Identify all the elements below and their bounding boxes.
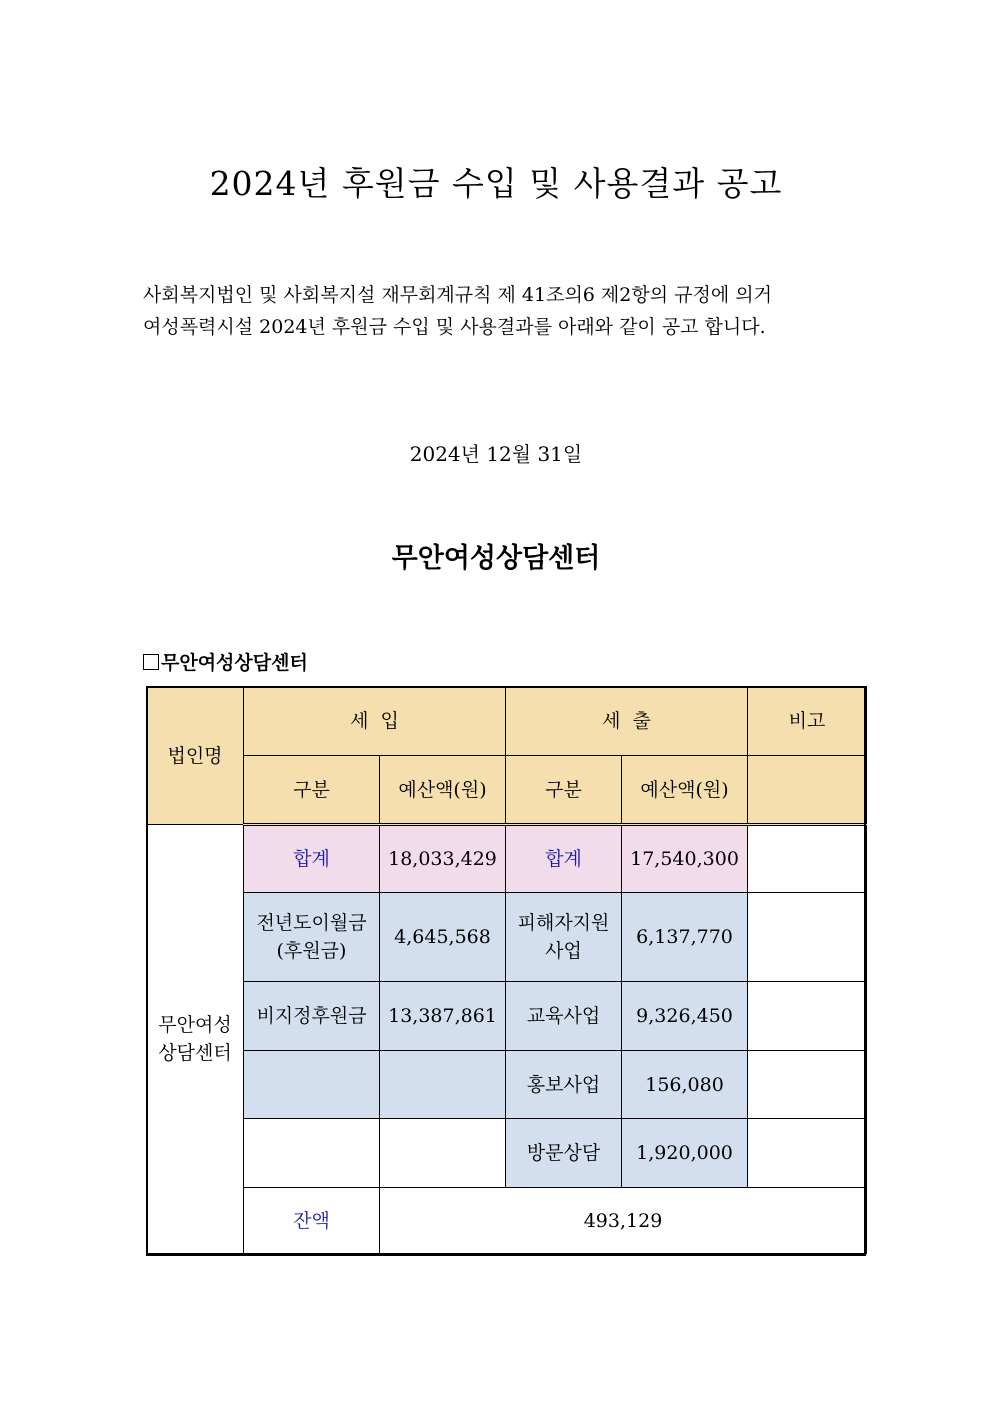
- expense-amount: 9,326,450: [622, 982, 748, 1051]
- expense-label-line-2: 사업: [545, 940, 582, 962]
- header-expense-budget: 예산액(원): [622, 756, 748, 825]
- income-label-line-2: (후원금): [276, 940, 347, 962]
- intro-line-2: 여성폭력시설 2024년 후원금 수입 및 사용결과를 아래와 같이 공고 합니다.: [143, 316, 766, 338]
- expense-label-line-1: 피해자지원: [517, 912, 610, 934]
- income-label: [244, 1119, 380, 1188]
- income-amount: 4,645,568: [380, 893, 506, 982]
- expense-amount: 6,137,770: [622, 893, 748, 982]
- table-subheader-row: [147, 756, 867, 825]
- income-amount: [380, 1051, 506, 1119]
- header-expense-label: 세 출: [602, 710, 651, 732]
- income-total-amount: 18,033,429: [380, 825, 506, 893]
- expense-total-label: 합계: [506, 825, 622, 893]
- header-remarks-blank: [748, 756, 867, 825]
- intro-paragraph: [143, 279, 863, 343]
- income-label-cell: [244, 893, 380, 982]
- org-label-cell: [147, 825, 244, 1254]
- expense-amount: 1,920,000: [622, 1119, 748, 1188]
- header-income-budget: 예산액(원): [380, 756, 506, 825]
- announcement-date: 2024년 12월 31일: [409, 442, 583, 466]
- remarks-cell: [748, 982, 867, 1051]
- expense-label-cell: [506, 893, 622, 982]
- income-label: 비지정후원금: [244, 982, 380, 1051]
- org-label-line-2: 상담센터: [158, 1042, 232, 1064]
- table-row: [147, 825, 867, 893]
- intro-line-1: 사회복지법인 및 사회복지설 재무회계규칙 제 41조의6 제2항의 규정에 의거: [143, 284, 772, 306]
- expense-label: 방문상담: [506, 1119, 622, 1188]
- organization-name: 무안여성상담센터: [391, 543, 601, 574]
- header-income: [244, 687, 506, 756]
- balance-label: 잔액: [244, 1188, 380, 1254]
- checkbox-square-icon: [143, 654, 159, 670]
- remarks-cell: [748, 1051, 867, 1119]
- section-heading-label: 무안여성상담센터: [161, 652, 308, 674]
- remarks-cell: [748, 825, 867, 893]
- header-expense: [506, 687, 748, 756]
- expense-total-amount: 17,540,300: [622, 825, 748, 893]
- budget-table: [146, 686, 867, 1254]
- table-row: [147, 982, 867, 1051]
- header-income-category: 구분: [244, 756, 380, 825]
- header-corp-name: 법인명: [147, 687, 244, 825]
- income-label-line-1: 전년도이월금: [256, 912, 367, 934]
- remarks-cell: [748, 1119, 867, 1188]
- table-row: [147, 1051, 867, 1119]
- income-amount: [380, 1119, 506, 1188]
- table-row: [147, 1119, 867, 1188]
- income-label: [244, 1051, 380, 1119]
- page-title: 2024년 후원금 수입 및 사용결과 공고: [209, 164, 783, 203]
- table-header-row: [147, 687, 867, 756]
- income-total-label: 합계: [244, 825, 380, 893]
- balance-row: [147, 1188, 867, 1254]
- expense-amount: 156,080: [622, 1051, 748, 1119]
- header-expense-category: 구분: [506, 756, 622, 825]
- remarks-cell: [748, 893, 867, 982]
- income-amount: 13,387,861: [380, 982, 506, 1051]
- balance-amount: 493,129: [380, 1188, 867, 1254]
- header-remarks: 비고: [748, 687, 867, 756]
- header-income-label: 세 입: [350, 710, 399, 732]
- expense-label: 교육사업: [506, 982, 622, 1051]
- org-label-line-1: 무안여성: [158, 1014, 232, 1036]
- expense-label: 홍보사업: [506, 1051, 622, 1119]
- table-row: [147, 893, 867, 982]
- section-heading: [143, 648, 308, 675]
